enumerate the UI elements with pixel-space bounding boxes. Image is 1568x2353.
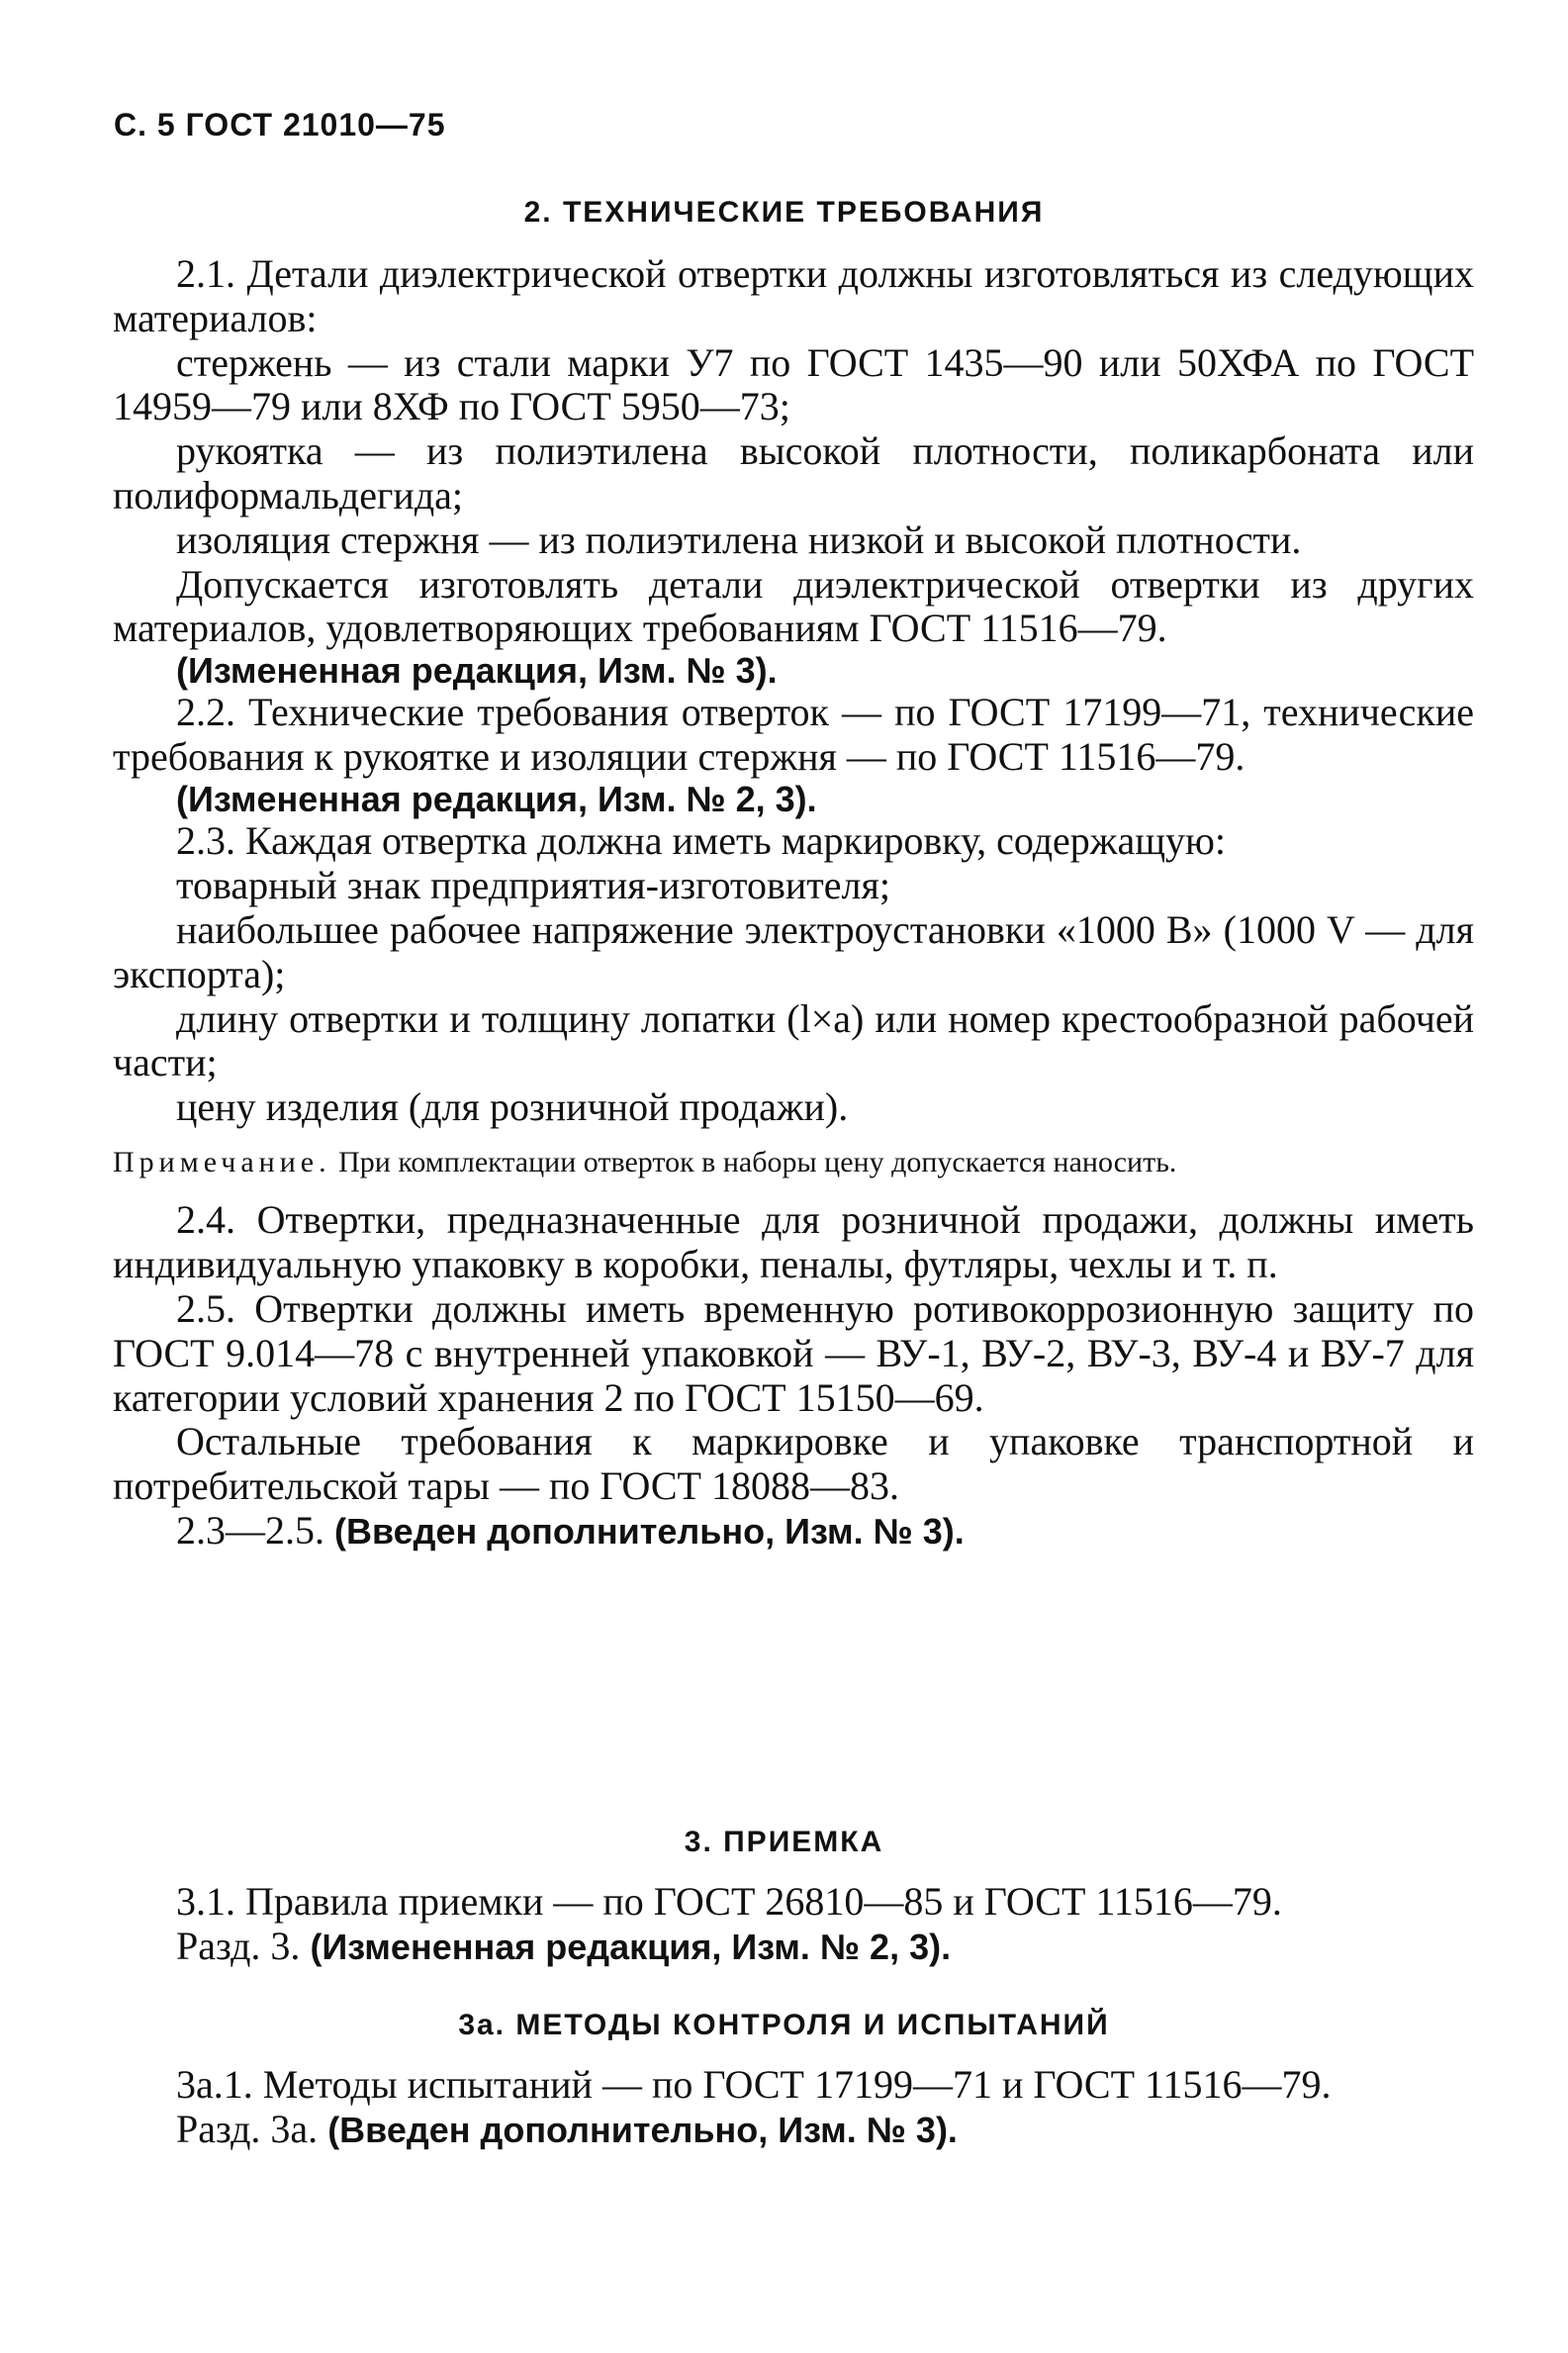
materials-allowed: Допускается изготовлять детали диэлектрической отвертки из других материалов, удовлетворяющих требованиям ГОСТ 11516—79. (113, 561, 1474, 651)
paragraph-2-5: 2.5. Отвертки должны иметь временную ротивокоррозионную защиту по ГОСТ 9.014—78 с внутренней упаковкой — ВУ-1, ВУ-2, ВУ-3, ВУ-4 и ВУ-7 для категории условий хранения 2 по ГОСТ 15150—69. (113, 1286, 1474, 1420)
section-3-title: 3. ПРИЕМКА (684, 1826, 884, 1858)
section-3-edit (113, 1925, 1474, 1969)
page-header: С. 5 ГОСТ 21010—75 (114, 107, 446, 142)
edit-note-1: (Измененная редакция, Изм. № 3). (176, 650, 778, 692)
section-3a-body (113, 2063, 1474, 2152)
marking-item-2: наибольшее рабочее напряжение электроустановки «1000 В» (1000 V — для экспорта); (113, 906, 1474, 996)
note-text: При комплектации отверток в наборы цену допускается наносить. (338, 1145, 1177, 1178)
section-3a-razd: Разд. 3а. (176, 2106, 319, 2151)
section-3-razd: Разд. 3. (176, 1923, 301, 1968)
section-3-edit-text: (Измененная редакция, Изм. № 2, 3). (310, 1926, 952, 1967)
paragraph-3a-1: 3а.1. Методы испытаний — по ГОСТ 17199—71 и ГОСТ 11516—79. (176, 2062, 1332, 2107)
material-insulation: изоляция стержня — из полиэтилена низкой и высокой плотности. (176, 517, 1302, 562)
section-3a-title: 3а. МЕТОДЫ КОНТРОЛЯ И ИСПЫТАНИЙ (458, 2009, 1110, 2041)
marking-item-3: длину отвертки и толщину лопатки (l×a) или номер крестообразной рабочей части; (113, 995, 1474, 1085)
note (113, 1144, 1474, 1181)
section-2-title: 2. ТЕХНИЧЕСКИЕ ТРЕБОВАНИЯ (523, 196, 1045, 229)
paragraph-2-4: 2.4. Отвертки, предназначенные для розничной продажи, должны иметь индивидуальную упаковку в коробки, пеналы, футляры, чехлы и т. п. (113, 1197, 1474, 1287)
edit-note-2: (Измененная редакция, Изм. № 2, 3). (176, 779, 817, 820)
intro-prefix: 2.3—2.5. (176, 1508, 324, 1553)
note-label: Примечание. (113, 1145, 331, 1178)
section-3-body (113, 1880, 1474, 1969)
section-2-body (113, 252, 1474, 1553)
marking-item-1: товарный знак предприятия-изготовителя; (176, 863, 890, 908)
material-rod: стержень — из стали марки У7 по ГОСТ 1435—90 или 50ХФА по ГОСТ 14959—79 или 8ХФ по ГОСТ 5950—73; (113, 339, 1474, 429)
paragraph-2-3: 2.3. Каждая отвертка должна иметь маркировку, содержащую: (176, 818, 1226, 864)
paragraph-3-1: 3.1. Правила приемки — по ГОСТ 26810—85 и ГОСТ 11516—79. (176, 1879, 1282, 1924)
material-handle: рукоятка — из полиэтилена высокой плотности, поликарбоната или полиформальдегида; (113, 428, 1474, 518)
intro-edit: (Введен дополнительно, Изм. № 3). (334, 1511, 965, 1553)
other-requirements: Остальные требования к маркировке и упаковке транспортной и потребительской тары — по ГОСТ 18088—83. (113, 1419, 1474, 1509)
section-3a-edit (113, 2108, 1474, 2152)
intro-note (113, 1509, 1474, 1553)
paragraph-2-1: 2.1. Детали диэлектрической отвертки должны изготовляться из следующих материалов: (113, 251, 1474, 340)
paragraph-2-2: 2.2. Технические требования отверток — по ГОСТ 17199—71, технические требования к рукоятке и изоляции стержня — по ГОСТ 11516—79. (113, 690, 1474, 780)
section-3a-edit-text: (Введен дополнительно, Изм. № 3). (327, 2109, 958, 2150)
marking-item-4: цену изделия (для розничной продажи). (176, 1084, 849, 1130)
